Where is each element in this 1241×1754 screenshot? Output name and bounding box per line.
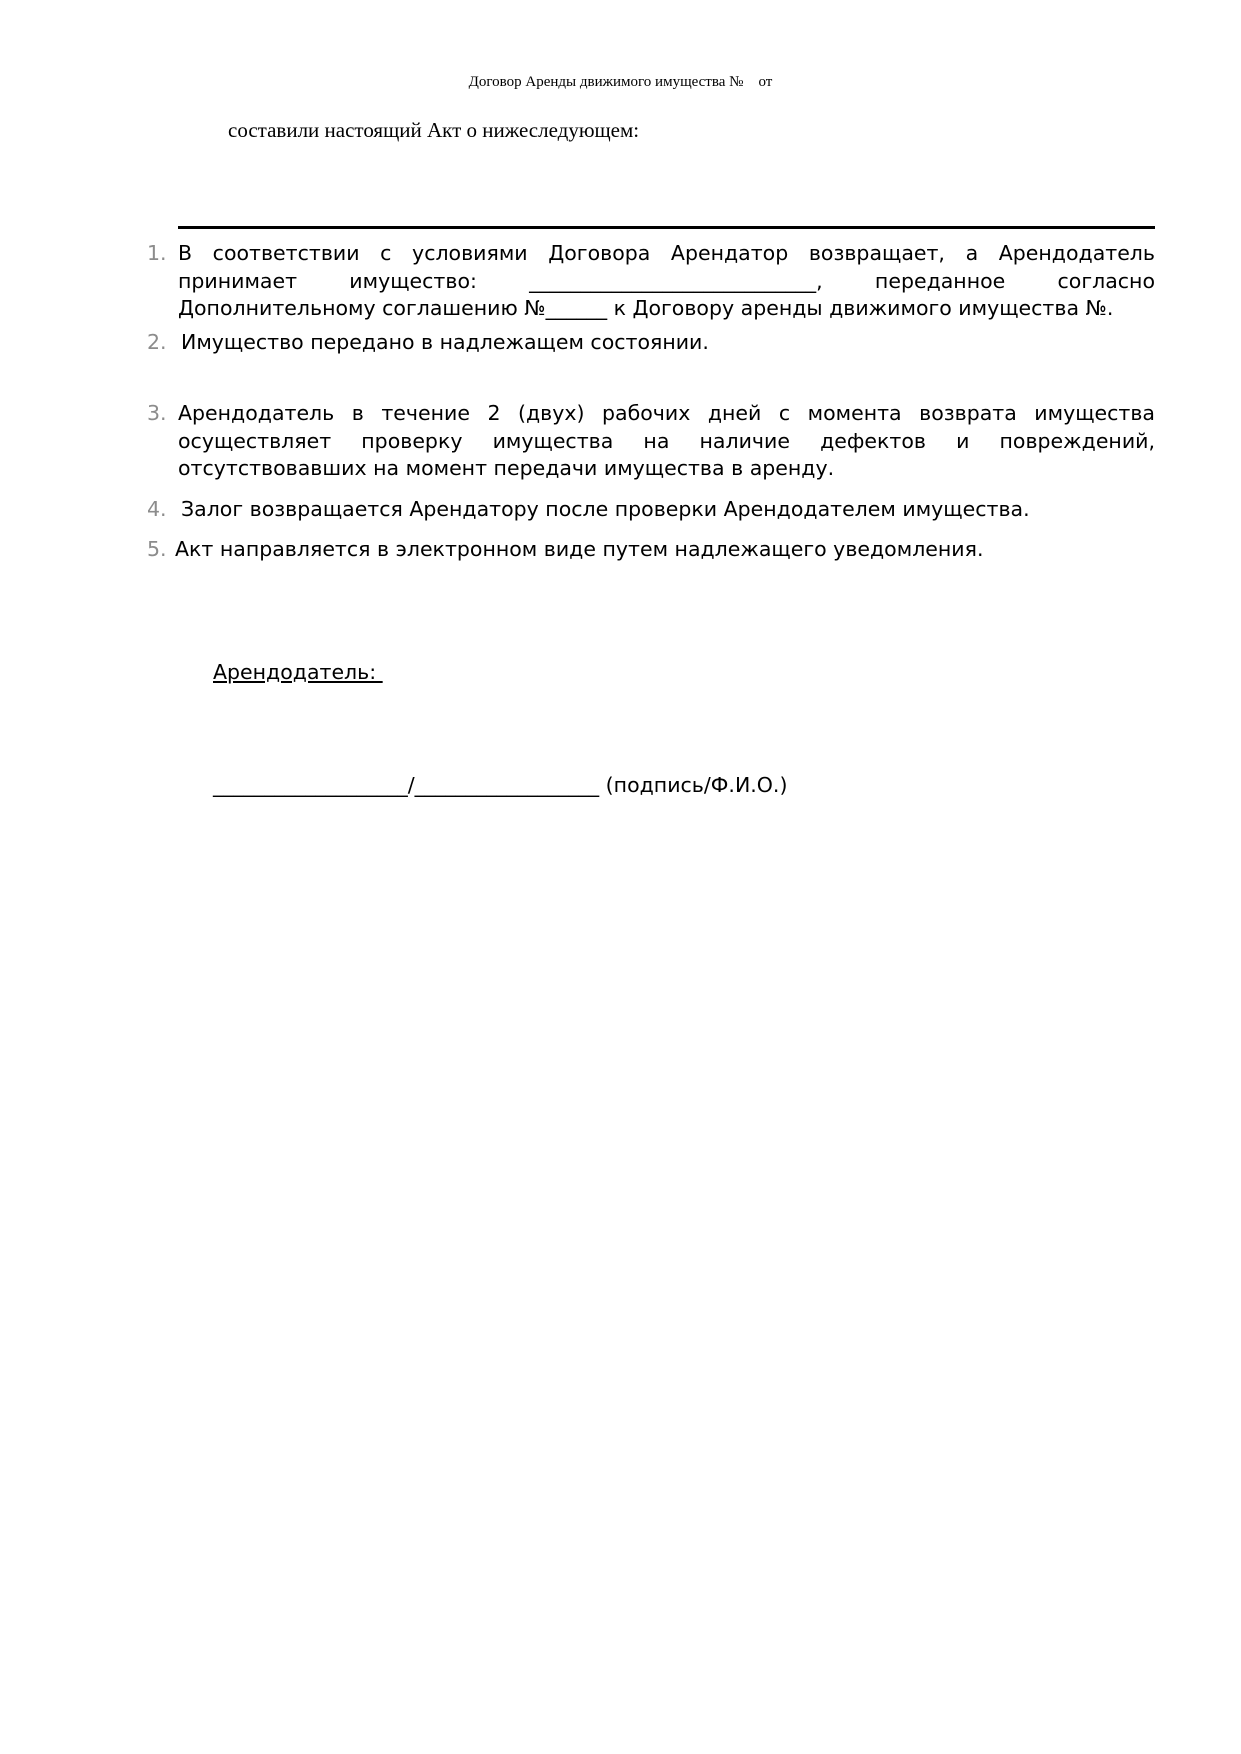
- clause-text: Залог возвращается Арендатору после проверки Арендодателем имущества.: [181, 497, 1030, 521]
- signer-label: Арендодатель:: [213, 660, 383, 684]
- clause-number: 3.: [147, 401, 167, 425]
- clause-text: Имущество передано в надлежащем состоянии.: [181, 330, 709, 354]
- clause-number: 5.: [147, 537, 167, 561]
- running-header: Договор Аренды движимого имущества № от: [468, 74, 773, 90]
- horizontal-rule: [178, 226, 1155, 229]
- clause-2: [147, 329, 1155, 357]
- clause-text: Акт направляется в электронном виде путем надлежащего уведомления.: [175, 537, 984, 561]
- clause-4: [147, 496, 1155, 524]
- clause-number: 1.: [147, 241, 167, 265]
- clause-text: Арендодатель в течение 2 (двух) рабочих дней с момента возврата имущества осуществляет проверку имущества на наличие дефектов и повреждений, отсутствовавших на момент передачи имущества в аренду.: [178, 401, 1155, 480]
- clause-1: [147, 240, 1155, 323]
- signature-line: ___________________/__________________ (подпись/Ф.И.О.): [213, 773, 788, 797]
- clause-5: [147, 536, 1155, 564]
- intro-text: составили настоящий Акт о нижеследующем:: [228, 118, 640, 142]
- clause-number: 2.: [147, 330, 167, 354]
- clause-number: 4.: [147, 497, 167, 521]
- clause-3: [147, 400, 1155, 483]
- clause-text: В соответствии с условиями Договора Арендатор возвращает, а Арендодатель принимает имущество: ____________________________, переданное согласно Дополнительному соглашению №______ к Договору аренды движимого имущества №.: [178, 241, 1155, 320]
